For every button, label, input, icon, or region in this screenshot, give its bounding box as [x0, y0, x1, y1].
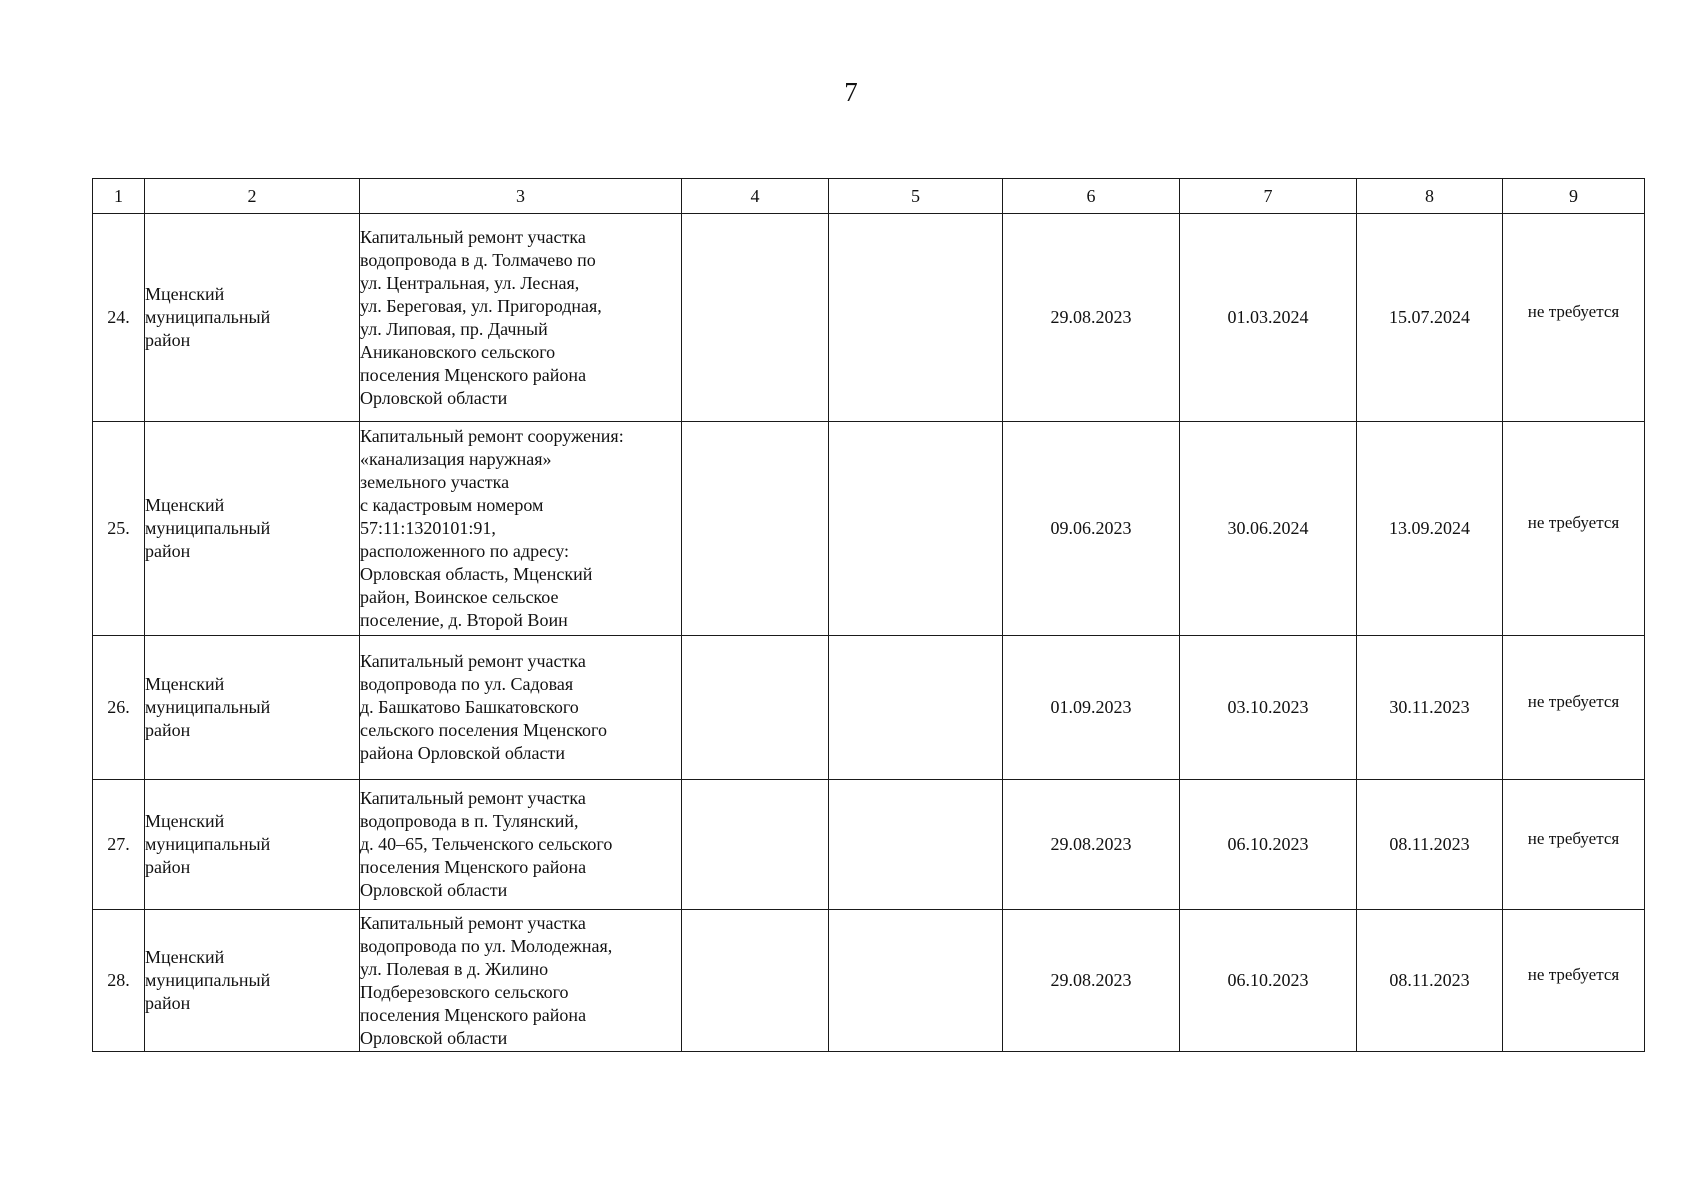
object-line: водопровода по ул. Молодежная, [360, 935, 613, 956]
row-number: 27. [93, 780, 145, 910]
object-line: расположенного по адресу: [360, 541, 570, 561]
object-line: Капитальный ремонт участка [360, 788, 586, 808]
municipality-line: муниципальный [145, 970, 271, 990]
object-line: ул. Береговая, ул. Пригородная, [360, 295, 602, 316]
column-header-9: 9 [1503, 179, 1645, 214]
object-line: Капитальный ремонт участка [360, 651, 586, 671]
municipality-line: муниципальный [145, 697, 271, 717]
page-number: 7 [844, 77, 858, 107]
approval-cell [1503, 422, 1645, 636]
object-line: Аникановского сельского [360, 341, 556, 362]
date-col7: 01.03.2024 [1180, 214, 1357, 422]
object-line: Капитальный ремонт сооружения: [360, 426, 624, 446]
table-row [93, 636, 1645, 780]
object-line: поселение, д. Второй Воин [360, 610, 568, 630]
col4-cell [682, 780, 829, 910]
object-line: д. 40–65, Тельченского сельского [360, 834, 613, 854]
column-header-5: 5 [829, 179, 1003, 214]
object-description-cell [360, 636, 682, 780]
row-number: 28. [93, 910, 145, 1052]
table-row [93, 780, 1645, 910]
object-line: «канализация наружная» [360, 449, 552, 469]
object-line: ул. Центральная, ул. Лесная, [360, 272, 580, 293]
row-number: 24. [93, 214, 145, 422]
column-header-4: 4 [682, 179, 829, 214]
approval-text: не требуется [1527, 692, 1620, 711]
approval-cell [1503, 214, 1645, 422]
approval-cell [1503, 910, 1645, 1052]
municipality-line: район [145, 330, 191, 350]
object-line: сельского поселения Мценского [360, 720, 607, 740]
object-line: водопровода в д. Толмачево по [360, 249, 596, 270]
object-line: с кадастровым номером [360, 495, 544, 515]
municipality-line: Мценский [145, 284, 225, 304]
col4-cell [682, 636, 829, 780]
municipality-cell [145, 780, 360, 910]
col4-cell [682, 910, 829, 1052]
date-col8: 13.09.2024 [1357, 422, 1503, 636]
col4-cell [682, 422, 829, 636]
municipality-line: район [145, 541, 191, 561]
object-description-cell [360, 910, 682, 1052]
date-col6: 29.08.2023 [1003, 780, 1180, 910]
municipality-cell [145, 636, 360, 780]
approval-cell [1503, 780, 1645, 910]
object-line: Капитальный ремонт участка [360, 226, 586, 247]
date-col6: 09.06.2023 [1003, 422, 1180, 636]
municipality-line: Мценский [145, 947, 225, 967]
object-line: Орловская область, Мценский [360, 564, 593, 584]
row-number: 26. [93, 636, 145, 780]
municipality-line: район [145, 857, 191, 877]
object-line: ул. Липовая, пр. Дачный [360, 318, 548, 339]
date-col8: 08.11.2023 [1357, 780, 1503, 910]
object-line: поселения Мценского района [360, 1004, 587, 1025]
column-header-2: 2 [145, 179, 360, 214]
object-line: ул. Полевая в д. Жилино [360, 958, 549, 979]
municipality-line: Мценский [145, 674, 225, 694]
capital-repair-table [92, 178, 1645, 1052]
date-col7: 03.10.2023 [1180, 636, 1357, 780]
col5-cell [829, 910, 1003, 1052]
table-row [93, 910, 1645, 1052]
date-col8: 30.11.2023 [1357, 636, 1503, 780]
municipality-line: муниципальный [145, 307, 271, 327]
date-col7: 30.06.2024 [1180, 422, 1357, 636]
object-line: Орловской области [360, 880, 508, 900]
object-line: Подберезовского сельского [360, 981, 569, 1002]
object-description-cell [360, 780, 682, 910]
table-row [93, 214, 1645, 422]
col4-cell [682, 214, 829, 422]
object-line: 57:11:1320101:91, [360, 518, 496, 538]
municipality-cell [145, 422, 360, 636]
object-line: поселения Мценского района [360, 364, 587, 385]
object-line: Капитальный ремонт участка [360, 912, 586, 933]
column-header-7: 7 [1180, 179, 1357, 214]
municipality-cell [145, 214, 360, 422]
table-row [93, 422, 1645, 636]
approval-text: не требуется [1527, 829, 1620, 848]
object-line: земельного участка [360, 472, 510, 492]
object-line: района Орловской области [360, 743, 566, 763]
approval-text: не требуется [1527, 965, 1620, 984]
object-line: район, Воинское сельское [360, 587, 559, 607]
object-line: поселения Мценского района [360, 857, 587, 877]
date-col6: 01.09.2023 [1003, 636, 1180, 780]
object-line: Орловской области [360, 1027, 508, 1048]
date-col8: 15.07.2024 [1357, 214, 1503, 422]
approval-cell [1503, 636, 1645, 780]
municipality-line: район [145, 993, 191, 1013]
approval-text: не требуется [1527, 302, 1620, 321]
object-line: водопровода по ул. Садовая [360, 674, 574, 694]
date-col7: 06.10.2023 [1180, 910, 1357, 1052]
municipality-cell [145, 910, 360, 1052]
col5-cell [829, 780, 1003, 910]
col5-cell [829, 636, 1003, 780]
approval-text: не требуется [1527, 513, 1620, 532]
municipality-line: район [145, 720, 191, 740]
object-line: Орловской области [360, 387, 508, 408]
column-header-3: 3 [360, 179, 682, 214]
municipality-line: Мценский [145, 495, 225, 515]
header-row [93, 179, 1645, 214]
object-description-cell [360, 214, 682, 422]
date-col7: 06.10.2023 [1180, 780, 1357, 910]
municipality-line: муниципальный [145, 834, 271, 854]
municipality-line: муниципальный [145, 518, 271, 538]
object-line: д. Башкатово Башкатовского [360, 697, 579, 717]
object-description-cell [360, 422, 682, 636]
municipality-line: Мценский [145, 811, 225, 831]
column-header-6: 6 [1003, 179, 1180, 214]
date-col6: 29.08.2023 [1003, 910, 1180, 1052]
object-line: водопровода в п. Тулянский, [360, 811, 579, 831]
col5-cell [829, 214, 1003, 422]
column-header-1: 1 [93, 179, 145, 214]
date-col6: 29.08.2023 [1003, 214, 1180, 422]
row-number: 25. [93, 422, 145, 636]
date-col8: 08.11.2023 [1357, 910, 1503, 1052]
col5-cell [829, 422, 1003, 636]
column-header-8: 8 [1357, 179, 1503, 214]
